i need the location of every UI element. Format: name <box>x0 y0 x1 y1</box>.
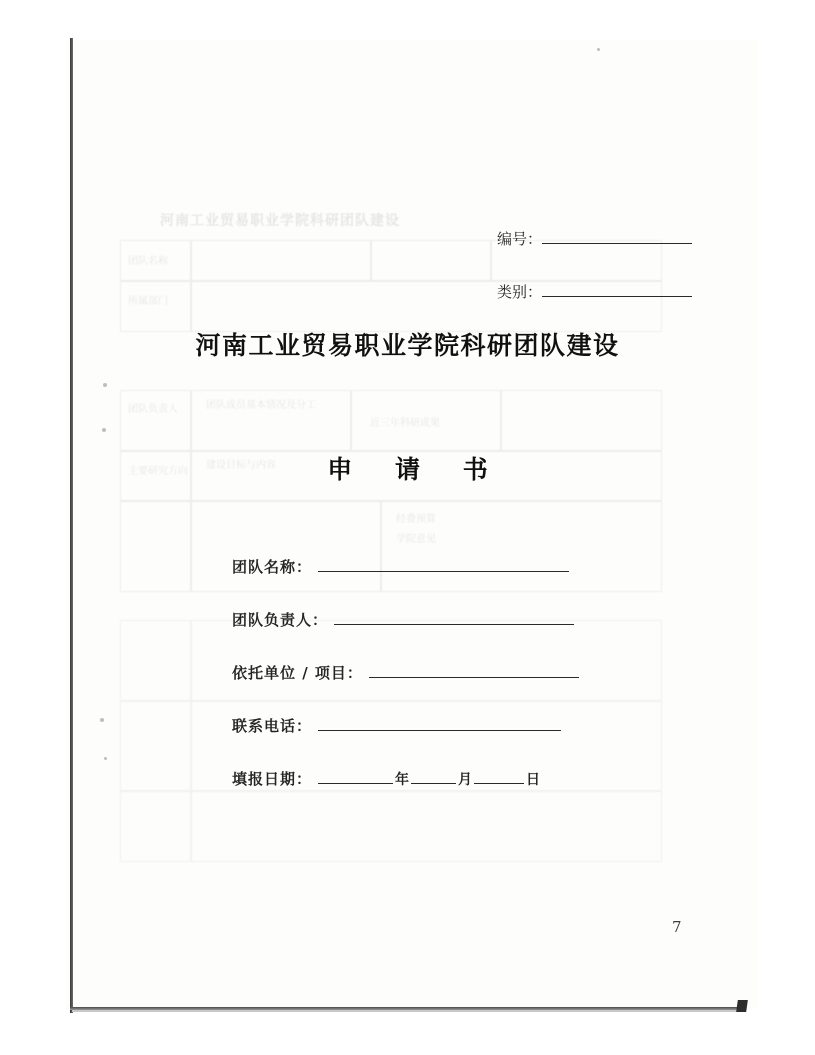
page-subtitle: 申 请 书 <box>327 455 505 484</box>
field-report-date <box>232 768 652 790</box>
field-report-date-day-input[interactable] <box>474 782 524 784</box>
form-fields <box>232 556 652 821</box>
page-title: 河南工业贸易职业学院科研团队建设 <box>195 331 620 360</box>
field-serial-number-input[interactable] <box>542 242 692 244</box>
field-phone-label: 联系电话： <box>232 717 313 735</box>
field-category-input[interactable] <box>542 295 692 297</box>
field-host-unit-project-input[interactable] <box>369 676 579 678</box>
field-phone-input[interactable] <box>318 729 561 731</box>
field-team-leader <box>232 609 652 631</box>
field-report-date-year-unit: 年 <box>395 772 410 788</box>
field-host-unit-project <box>232 662 652 684</box>
field-report-date-month-input[interactable] <box>411 782 456 784</box>
ghost-text: 团队负责人 <box>128 404 178 415</box>
field-team-leader-label: 团队负责人： <box>232 611 329 629</box>
field-category <box>497 281 692 302</box>
field-report-date-year-input[interactable] <box>318 782 393 784</box>
ghost-text: 学院意见 <box>396 534 436 545</box>
field-report-date-month-unit: 月 <box>458 772 473 788</box>
field-serial-number <box>497 228 692 249</box>
field-team-name-input[interactable] <box>318 570 569 572</box>
field-team-name-label: 团队名称： <box>232 558 313 576</box>
ghost-text: 主要研究方向 <box>128 466 188 477</box>
page-number: 7 <box>672 918 682 936</box>
field-phone <box>232 715 652 737</box>
ghost-text: 经费预算 <box>396 514 436 525</box>
field-report-date-day-unit: 日 <box>526 772 541 788</box>
field-serial-number-label: 编号： <box>497 230 543 248</box>
field-host-unit-project-label: 依托单位 / 项目： <box>232 664 363 682</box>
ghost-text: 团队成员基本情况及分工 <box>206 400 316 411</box>
field-report-date-label: 填报日期： <box>232 770 313 788</box>
ghost-text: 所属部门 <box>128 296 168 307</box>
ghost-text: 近三年科研成果 <box>370 418 440 429</box>
field-category-label: 类别： <box>497 283 543 301</box>
field-team-leader-input[interactable] <box>334 623 574 625</box>
ghost-text: 建设目标与内容 <box>206 460 276 471</box>
field-team-name <box>232 556 652 578</box>
ghost-title: 河南工业贸易职业学院科研团队建设 <box>160 213 400 229</box>
ghost-text: 团队名称 <box>128 256 168 267</box>
